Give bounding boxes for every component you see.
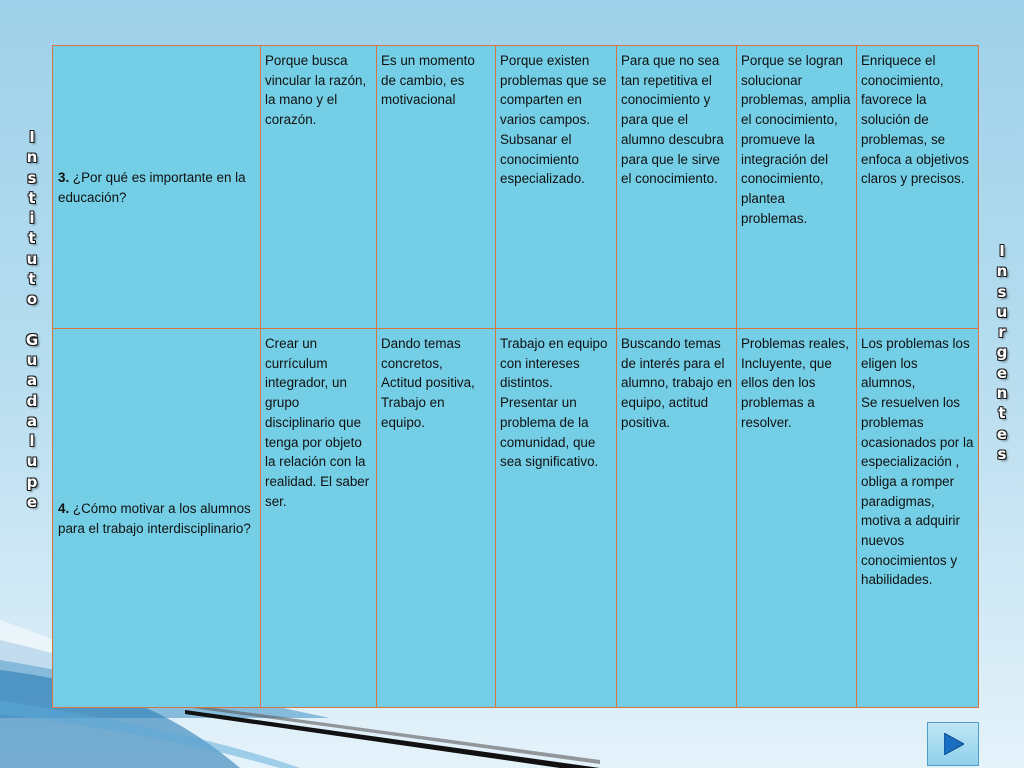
title-letter: a [26,411,38,430]
question-number: 4. [58,500,70,516]
title-letter: n [996,384,1008,403]
title-letter: s [997,444,1007,463]
title-letter: t [998,404,1006,423]
title-letter: t [28,229,36,248]
answer-text: Porque existen problemas que se comparten en varios campos. Subsanar el conocimiento especializado. [500,53,607,187]
left-vertical-title [20,127,44,512]
table-body [53,46,979,708]
answer-text: Problemas reales, Incluyente, que ellos den los problemas a resolver. [741,336,849,430]
question-cell [53,329,261,708]
title-letter: d [26,391,38,410]
title-letter: i [29,209,35,228]
answer-text: Para que no sea tan repetitiva el conocimiento y para que el alumno descubra para que le sirve el conocimiento. [621,53,724,187]
title-letter: I [999,242,1005,260]
answer-text: Porque busca vincular la razón, la mano y el corazón. [265,53,367,128]
answer-cell [617,329,737,708]
question-number: 3. [58,169,70,185]
title-letter: t [28,270,36,289]
title-letter: I [29,128,35,146]
answer-cell [857,329,979,708]
title-letter: l [29,432,35,451]
title-letter: u [26,452,38,471]
answer-text: Los problemas los eligen los alumnos, Se resuelven los problemas ocasionados por la especialización , obliga a romper paradigmas, motiva a adquirir nuevos conocimientos y habilidades. [861,336,974,588]
answer-cell [261,329,377,708]
title-letter: s [27,168,37,187]
answer-text: Buscando temas de interés para el alumno, trabajo en equipo, actitud positiva. [621,336,732,430]
answer-text: Trabajo en equipo con intereses distintos. Presentar un problema de la comunidad, que sea significativo. [500,336,608,470]
title-letter: p [26,472,38,491]
answer-cell [377,46,496,329]
title-letter: o [26,290,38,309]
title-letter: e [26,493,38,512]
title-letter: u [26,249,38,268]
title-gap [20,310,44,330]
question-cell [53,46,261,329]
answer-text: Porque se logran solucionar problemas, amplia el conocimiento, promueve la integración del conocimiento, plantea problemas. [741,53,851,226]
question-text: ¿Por qué es importante en la educación? [58,169,246,205]
answer-cell [857,46,979,329]
title-letter: r [998,323,1006,342]
title-letter: u [26,350,38,369]
title-letter: e [996,363,1008,382]
title-letter: n [996,262,1008,281]
title-letter: e [996,424,1008,443]
title-letter: a [26,371,38,390]
question-label [58,168,254,207]
answer-text: Dando temas concretos, Actitud positiva, Trabajo en equipo. [381,336,475,430]
title-letter: t [28,188,36,207]
question-text: ¿Cómo motivar a los alumnos para el trabajo interdisciplinario? [58,500,251,536]
answer-text: Enriquece el conocimiento, favorece la solución de problemas, se enfoca a objetivos claros y precisos. [861,53,969,187]
survey-table [52,45,979,708]
answer-cell [261,46,377,329]
title-letter: g [996,343,1008,362]
play-arrow-icon [944,733,964,755]
answer-text: Crear un currículum integrador, un grupo disciplinario que tenga por objeto la relación con la realidad. El saber ser. [265,336,370,509]
right-vertical-title [990,241,1014,464]
answer-cell [377,329,496,708]
answer-cell [737,329,857,708]
answer-text: Es un momento de cambio, es motivacional [381,53,475,108]
next-slide-button[interactable] [927,722,979,766]
table-row [53,329,979,708]
title-letter: u [996,302,1008,321]
table-row [53,46,979,329]
title-letter: n [26,148,38,167]
answer-cell [737,46,857,329]
answer-cell [496,329,617,708]
answer-cell [617,46,737,329]
question-label [58,499,254,538]
title-letter: G [25,330,39,349]
title-letter: s [997,282,1007,301]
answer-cell [496,46,617,329]
